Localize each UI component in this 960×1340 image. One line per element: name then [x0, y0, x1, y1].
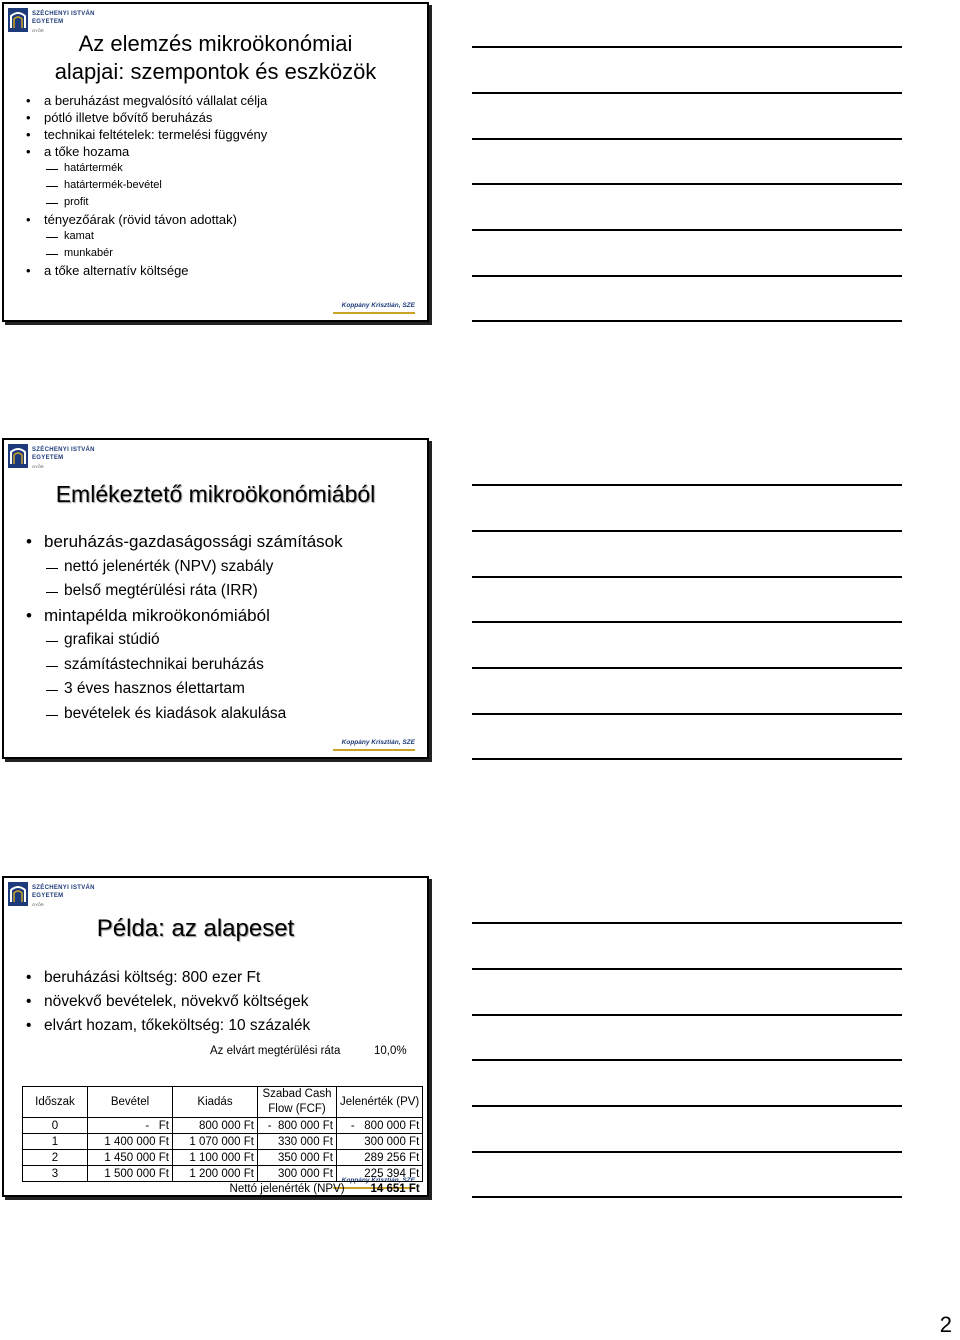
sub-bullet-item: munkabér [26, 245, 267, 262]
cell-cost: 1 070 000 Ft [173, 1134, 258, 1150]
cell-revenue: - Ft [88, 1118, 173, 1134]
sub-bullet-item: grafikai stúdió [26, 628, 343, 653]
sub-bullet-item: nettó jelenérték (NPV) szabály [26, 555, 343, 580]
logo-text-line3: GYŐR [32, 28, 44, 33]
table-header-row [23, 1087, 423, 1118]
logo-text-line2: EGYETEM [32, 19, 64, 25]
bullet-item: • beruházási költség: 800 ezer Ft [26, 966, 310, 990]
logo-text-line1: SZÉCHENYI ISTVÁN [32, 885, 95, 891]
slide-1-title-line2: alapjai: szempontok és eszközök [54, 59, 377, 84]
logo-text-line1: SZÉCHENYI ISTVÁN [32, 11, 95, 17]
table-row [23, 1118, 423, 1134]
table-row [23, 1150, 423, 1166]
rate-label: Az elvárt megtérülési ráta [210, 1045, 341, 1057]
cell-period: 0 [23, 1118, 88, 1134]
footer-author: Koppány Krisztián, SZE [341, 739, 415, 746]
bullet-item: • mintapélda mikroökonómiából [26, 604, 343, 629]
bullet-item: • növekvő bevételek, növekvő költségek [26, 990, 310, 1014]
header-fcf-line2: Flow (FCF) [268, 1103, 326, 1115]
slide-1-bullets [26, 92, 267, 279]
slide-2-title: Emlékeztető mikroökonómiából [55, 481, 376, 507]
logo-mark-icon [8, 444, 28, 468]
header-pv: Jelenérték (PV) [337, 1087, 423, 1118]
bullet-item: • pótló illetve bővítő beruházás [26, 109, 267, 126]
npv-value: 14 651 Ft [354, 1183, 423, 1197]
cell-fcf: 350 000 Ft [258, 1150, 337, 1166]
logo-text-line1: SZÉCHENYI ISTVÁN [32, 447, 95, 453]
slide-1-title [4, 30, 427, 86]
cell-fcf: 300 000 Ft [258, 1166, 337, 1182]
cell-fcf: - 800 000 Ft [258, 1118, 337, 1134]
bullet-item: • beruházás-gazdaságossági számítások [26, 530, 343, 555]
cell-period: 2 [23, 1150, 88, 1166]
logo-text-line2: EGYETEM [32, 455, 64, 461]
slide-footer [333, 302, 415, 314]
table-row [23, 1134, 423, 1150]
footer-author: Koppány Krisztián, SZE [341, 1177, 415, 1184]
sub-bullet-item: határtermék-bevétel [26, 177, 267, 194]
page-number: 2 [939, 1312, 952, 1337]
logo-text-line3: GYŐR [32, 464, 44, 469]
table-row [23, 1166, 423, 1182]
sub-bullet-item: számítástechnikai beruházás [26, 653, 343, 678]
sub-bullet-item: kamat [26, 228, 267, 245]
sub-bullet-item: 3 éves hasznos élettartam [26, 677, 343, 702]
slide-2-bullets [26, 530, 343, 726]
cell-fcf: 330 000 Ft [258, 1134, 337, 1150]
bullet-item: • technikai feltételek: termelési függvény [26, 126, 267, 143]
cell-cost: 1 100 000 Ft [173, 1150, 258, 1166]
bullet-item: • elvárt hozam, tőkeköltség: 10 százalék [26, 1014, 310, 1038]
header-period: Időszak [23, 1087, 88, 1118]
header-fcf [258, 1087, 337, 1118]
cell-cost: 800 000 Ft [173, 1118, 258, 1134]
footer-author: Koppány Krisztián, SZE [341, 302, 415, 309]
cell-period: 1 [23, 1134, 88, 1150]
bullet-item: • a beruházást megvalósító vállalat célja [26, 92, 267, 109]
bullet-item: • a tőke hozama [26, 143, 267, 160]
slide-2 [2, 438, 429, 759]
sub-bullet-item: profit [26, 194, 267, 211]
slide-3-title: Példa: az alapeset [96, 915, 295, 942]
cell-revenue: 1 400 000 Ft [88, 1134, 173, 1150]
header-revenue: Bevétel [88, 1087, 173, 1118]
cell-pv: 300 000 Ft [337, 1134, 423, 1150]
logo-mark-icon [8, 882, 28, 906]
npv-row [23, 1182, 423, 1198]
sub-bullet-item: bevételek és kiadások alakulása [26, 702, 343, 727]
npv-label: Nettó jelenérték (NPV) [229, 1182, 345, 1195]
cell-cost: 1 200 000 Ft [173, 1166, 258, 1182]
header-cost: Kiadás [173, 1087, 258, 1118]
header-fcf-line1: Szabad Cash [262, 1088, 332, 1100]
bullet-item: • tényezőárak (rövid távon adottak) [26, 211, 267, 228]
rate-value: 10,0% [374, 1045, 407, 1057]
bullet-item: • a tőke alternatív költsége [26, 262, 267, 279]
university-logo [8, 882, 98, 912]
slide-3-bullets [26, 966, 310, 1038]
cell-pv: 225 394 Ft [337, 1166, 423, 1182]
slide-footer [333, 739, 415, 751]
logo-text-line3: GYŐR [32, 902, 44, 907]
cell-pv: - 800 000 Ft [337, 1118, 423, 1134]
sub-bullet-item: belső megtérülési ráta (IRR) [26, 579, 343, 604]
slide-1-title-line1: Az elemzés mikroökonómiai [78, 31, 353, 56]
logo-mark-icon [8, 8, 28, 32]
university-logo [8, 444, 98, 474]
logo-text-line2: EGYETEM [32, 893, 64, 899]
cell-pv: 289 256 Ft [337, 1150, 423, 1166]
cell-revenue: 1 500 000 Ft [88, 1166, 173, 1182]
cash-flow-table [22, 1086, 423, 1197]
cell-revenue: 1 450 000 Ft [88, 1150, 173, 1166]
cell-period: 3 [23, 1166, 88, 1182]
slide-1 [2, 2, 429, 322]
sub-bullet-item: határtermék [26, 160, 267, 177]
